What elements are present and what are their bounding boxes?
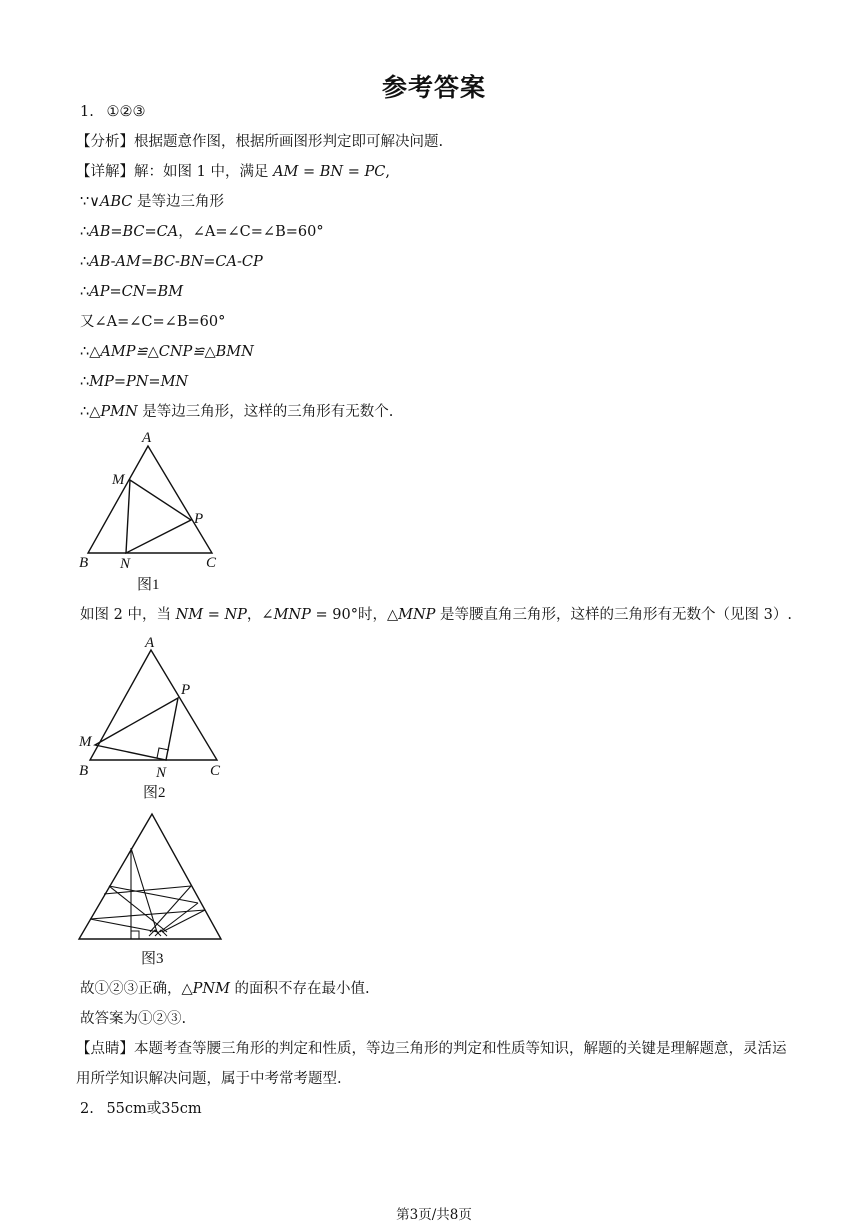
page-footer: 第3页/共8页 — [396, 1207, 472, 1223]
fig1-label-n: N — [120, 556, 131, 572]
q1-final: 故答案为①②③. — [80, 1011, 187, 1027]
fig2-label-b: B — [79, 763, 89, 779]
step-math: AB-AM=BC-BN=CA-CP — [89, 254, 263, 270]
fig1-label-p: P — [194, 511, 204, 527]
fig2-math: MNP — [273, 607, 311, 623]
fig2-label-m: M — [79, 734, 92, 750]
q2-answer: 55cm或35cm — [106, 1101, 202, 1117]
analysis-tag: 【分析】 — [76, 134, 134, 150]
step-4 — [80, 283, 183, 301]
q1-detail — [76, 163, 390, 181]
fig2-label-a: A — [145, 635, 155, 651]
step-prefix: ∴ — [80, 374, 90, 390]
step-prefix: ∴△ — [80, 344, 101, 360]
conclusion-text: 故①②③正确，△ — [80, 981, 193, 997]
conclusion-text: 的面积不存在最小值. — [229, 981, 370, 997]
step-suffix: 是等边三角形，这样的三角形有无数个. — [137, 404, 394, 420]
step-5 — [80, 313, 225, 331]
step-math: AP=CN=BM — [89, 284, 184, 300]
fig1-label-a: A — [142, 430, 152, 446]
q1-comment — [76, 1034, 788, 1094]
comment-tag: 【点睛】 — [76, 1041, 134, 1057]
fig3-triangle — [79, 814, 221, 939]
detail-intro: 解：如图 1 中，满足 — [134, 164, 274, 180]
fig2-math: MNP — [398, 607, 436, 623]
fig1-triangle-mnp — [126, 480, 191, 553]
step-math: AMP≌△CNP≌△BMN — [100, 344, 254, 360]
q1-header — [80, 103, 145, 121]
fig1-label-m: M — [112, 472, 125, 488]
fig2-label-n: N — [156, 765, 167, 781]
fig2-description — [80, 606, 792, 624]
fig2-text: = 90°时，△ — [310, 607, 399, 623]
fig2-label-c: C — [210, 763, 221, 779]
q1-conclusion — [80, 980, 370, 998]
detail-end: , — [385, 164, 390, 180]
step-prefix: ∴ — [80, 284, 90, 300]
figure-1 — [70, 428, 240, 598]
step-6 — [80, 343, 254, 361]
figure-3 — [70, 808, 240, 970]
step-math: MP=PN=MN — [89, 374, 189, 390]
comment-text: 本题考查等腰三角形的判定和性质，等边三角形的判定和性质等知识，解题的关键是理解题意，灵活运用所学知识解决问题，属于中考常考题型. — [76, 1041, 787, 1087]
page-title: 参考答案 — [381, 73, 486, 102]
figure-2 — [70, 630, 240, 805]
q2-number: 2. — [80, 1101, 94, 1117]
detail-condition: AM = BN = PC — [273, 164, 386, 180]
detail-tag: 【详解】 — [76, 164, 134, 180]
q1-answer: ①②③ — [106, 104, 146, 120]
fig2-text: 如图 2 中，当 — [80, 607, 176, 623]
fig2-text: 是等腰直角三角形，这样的三角形有无数个（见图 3）. — [435, 607, 792, 623]
step-prefix: ∴△ — [80, 404, 101, 420]
step-7 — [80, 373, 188, 391]
q2-header — [80, 1100, 202, 1118]
fig1-caption: 图1 — [137, 577, 160, 593]
step-prefix: ∴ — [80, 254, 90, 270]
fig2-math: NM = NP — [175, 607, 247, 623]
fig3-caption: 图3 — [141, 951, 164, 967]
step-math: PMN — [100, 404, 138, 420]
step-prefix: 又 — [80, 314, 95, 330]
step-1 — [80, 193, 224, 211]
fig2-triangle-abc — [90, 650, 217, 760]
step-8 — [80, 403, 393, 421]
fig1-triangle-abc — [88, 446, 212, 553]
step-suffix: ，∠A=∠C=∠B=60° — [178, 224, 324, 240]
step-2 — [80, 223, 324, 241]
fig2-caption: 图2 — [143, 785, 166, 801]
fig2-label-p: P — [181, 682, 191, 698]
fig2-text: ，∠ — [246, 607, 274, 623]
fig3-inner-lines — [90, 848, 205, 939]
step-math: AB=BC=CA — [89, 224, 179, 240]
q1-analysis — [76, 133, 443, 151]
analysis-text: 根据题意作图，根据所画图形判定即可解决问题. — [134, 134, 444, 150]
step-math: ABC — [99, 194, 133, 210]
step-math: ∠A=∠C=∠B=60° — [94, 314, 226, 330]
fig1-label-b: B — [79, 555, 89, 571]
step-3 — [80, 253, 263, 271]
q1-number: 1. — [80, 104, 94, 120]
step-suffix: 是等边三角形 — [132, 194, 224, 210]
conclusion-math: PNM — [192, 981, 230, 997]
step-prefix: ∴ — [80, 224, 90, 240]
fig1-label-c: C — [206, 555, 217, 571]
step-prefix: ∵∨ — [80, 194, 100, 210]
